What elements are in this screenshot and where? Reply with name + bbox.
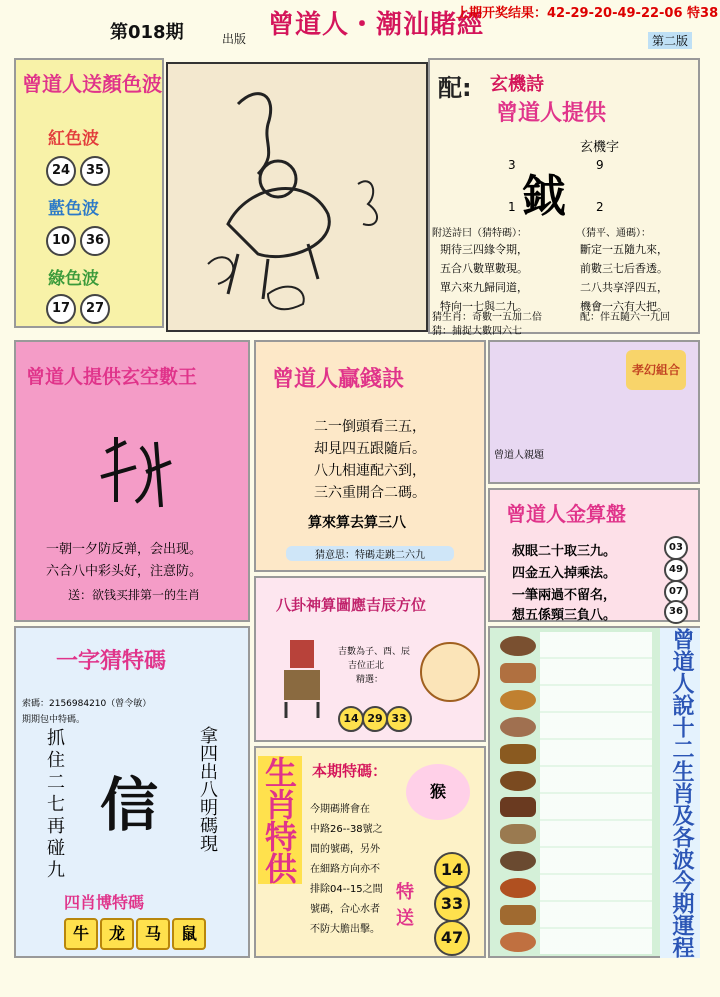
calc-row-4: 想五係頸三負八。 [512,608,617,623]
calc-row-1: 叔眼二十取三九。 [512,544,617,559]
special-num-2: 33 [434,886,470,922]
bagua-num-2: 29 [362,706,388,732]
tesong-label: 特送 [396,882,414,929]
mystic-char: 鉞 [522,171,566,222]
bagua-pick-label: 精選： [356,675,384,685]
special-title: 本期特碼： [312,762,388,780]
blue-ball-1: 10 [46,226,76,256]
dragon-icon [500,744,536,764]
calc-num-3: 07 [664,580,688,604]
bagua-title: 八卦神算圖應吉辰方位 [276,596,427,614]
win-tips-poem: 二一倒頭看三五， 却見四五跟隨后。 八九相連配六到， 三六重開合二碼。 [314,419,426,501]
red-wave-label: 紅色波 [48,129,99,149]
win-tips-title: 曾道人贏錢訣 [272,367,405,392]
one-char-right-poem: 拿四出八明碼現 [197,726,218,852]
pei-label: 配: [438,74,472,102]
last-result: 上期开奖结果：42-29-20-49-22-06 特38 [456,6,719,21]
red-ball-2: 35 [80,156,110,186]
xuankong-panel [14,340,250,622]
green-ball-2: 27 [80,294,110,324]
rat-icon [500,636,536,656]
snake-icon [500,771,536,791]
xuankong-line-2: 六合八中彩头好，注意防。 [46,564,203,579]
mystic-poem-panel [428,58,700,337]
special-text: 今期碼將會在 中路26--38號之 間的號碼，另外 在細路方向亦不 排除04--15之間 號碼，合心水者 不防大膽出擊。 [310,804,383,935]
bagua-num-1: 14 [338,706,364,732]
riddle-title: 孝幻組合 [626,350,686,390]
green-wave-label: 綠色波 [48,269,99,289]
corner-num-tr: 9 [596,158,604,172]
one-char-left-poem: 抓 住 二 七 再 碰 九 [47,728,65,881]
four-zodiac-title: 四肖博特碼 [64,893,145,912]
right-poem: 斷定一五隨九來， 前數三七后香透。 二八共享浮四五， 機會一六有大把。 [580,243,668,313]
corner-num-tl: 3 [508,158,516,172]
xuankong-note: 送：欲钱买排第一的生肖 [68,588,201,602]
special-animal: 猴 [406,764,470,820]
ink-drawing [166,62,428,332]
ox-icon [500,663,536,683]
goat-icon [500,824,536,844]
special-num-3: 47 [434,920,470,956]
pig-icon [500,932,536,952]
gold-calc-title: 曾道人金算盤 [506,502,626,526]
green-ball-1: 17 [46,294,76,324]
left-poem-title: 附送詩曰（猜特碼）： [432,228,527,239]
issue-number: 第018期 [110,22,184,43]
gold-calc-panel [488,488,700,622]
special-num-1: 14 [434,852,470,888]
one-char-panel [14,626,250,958]
poem-heading: 玄機詩 [490,74,544,95]
blue-ball-2: 36 [80,226,110,256]
special-code-panel [254,746,486,958]
page-title: 曾道人・潮汕賭經 [268,10,485,40]
poem-footer-2: 配：伴五隨六一九回 [580,312,670,323]
poem-footer-3: 猜：捕捉大數四六七 [432,326,522,337]
bagua-panel [254,576,486,742]
rooster-icon [500,878,536,898]
bagua-direction: 吉位正北 [348,661,385,671]
warrior-on-horse-icon [280,630,324,720]
calc-num-4: 36 [664,600,688,624]
special-vertical-title: 生肖特供 [258,756,302,884]
monkey-icon [500,851,536,871]
win-tips-hint: 猜意思：特碼走跳二六九 [286,546,454,561]
zodiac-dragon: 龙 [100,918,134,950]
win-tips-summary: 算來算去算三八 [308,515,406,531]
tiger-icon [500,690,536,710]
mystic-char-label: 玄機字 [580,140,620,155]
win-tips-panel [254,340,486,572]
riddle-panel [488,340,700,484]
corner-num-bl: 1 [508,200,516,214]
bagua-num-3: 33 [386,706,412,732]
blue-wave-label: 藍色波 [48,199,99,219]
calc-num-2: 49 [664,558,688,582]
one-char-info-1: 索碼：2156984210（曾令敏） [22,699,152,709]
zodiac-rat: 鼠 [172,918,206,950]
zodiac-icon-column [500,636,536,952]
signature-mark [96,432,176,512]
calc-num-1: 03 [664,536,688,560]
calc-row-3: 一筆兩過不留名， [512,588,617,603]
edition-label: 第二版 [648,32,692,49]
zodiac-horse: 马 [136,918,170,950]
horse-rider-illustration [168,64,426,330]
zodiac-ox: 牛 [64,918,98,950]
rabbit-icon [500,717,536,737]
one-char-info-2: 期期包中特碼。 [22,715,86,725]
zodiac-panel [488,626,700,958]
color-wave-panel [14,58,164,328]
provider-label: 曾道人提供 [496,101,607,126]
color-wave-title: 曾道人送顏色波 [22,72,162,96]
dog-icon [500,905,536,925]
version-label: 出版 [222,32,247,46]
horse-icon [500,797,536,817]
red-ball-1: 24 [46,156,76,186]
calc-row-2: 四金五入掉乘法。 [512,566,617,581]
bagua-wheel-icon [420,642,480,702]
one-char-char: 信 [100,771,159,839]
riddle-author: 曾道人親題 [494,450,544,461]
zodiac-side-title: 曾道人說十二生肖及各波今期運程 [660,628,700,958]
poem-footer-1: 猜生肖：奇數一五加二倍 [432,312,542,323]
bagua-lucky: 吉數為子、酉、辰 [338,647,411,657]
xuankong-line-1: 一朝一夕防反弹，会出现。 [46,542,203,557]
xuankong-title: 曾道人提供玄空數王 [26,366,198,388]
right-poem-title: （猜平、通碼）： [576,228,651,239]
corner-num-br: 2 [596,200,604,214]
zodiac-fortune-grid [540,632,652,954]
one-char-title: 一字猜特碼 [56,649,167,674]
left-poem: 期待三四緣令期， 五合八數單數現。 單六來九歸同道， 特向一七與二九。 [440,243,528,313]
